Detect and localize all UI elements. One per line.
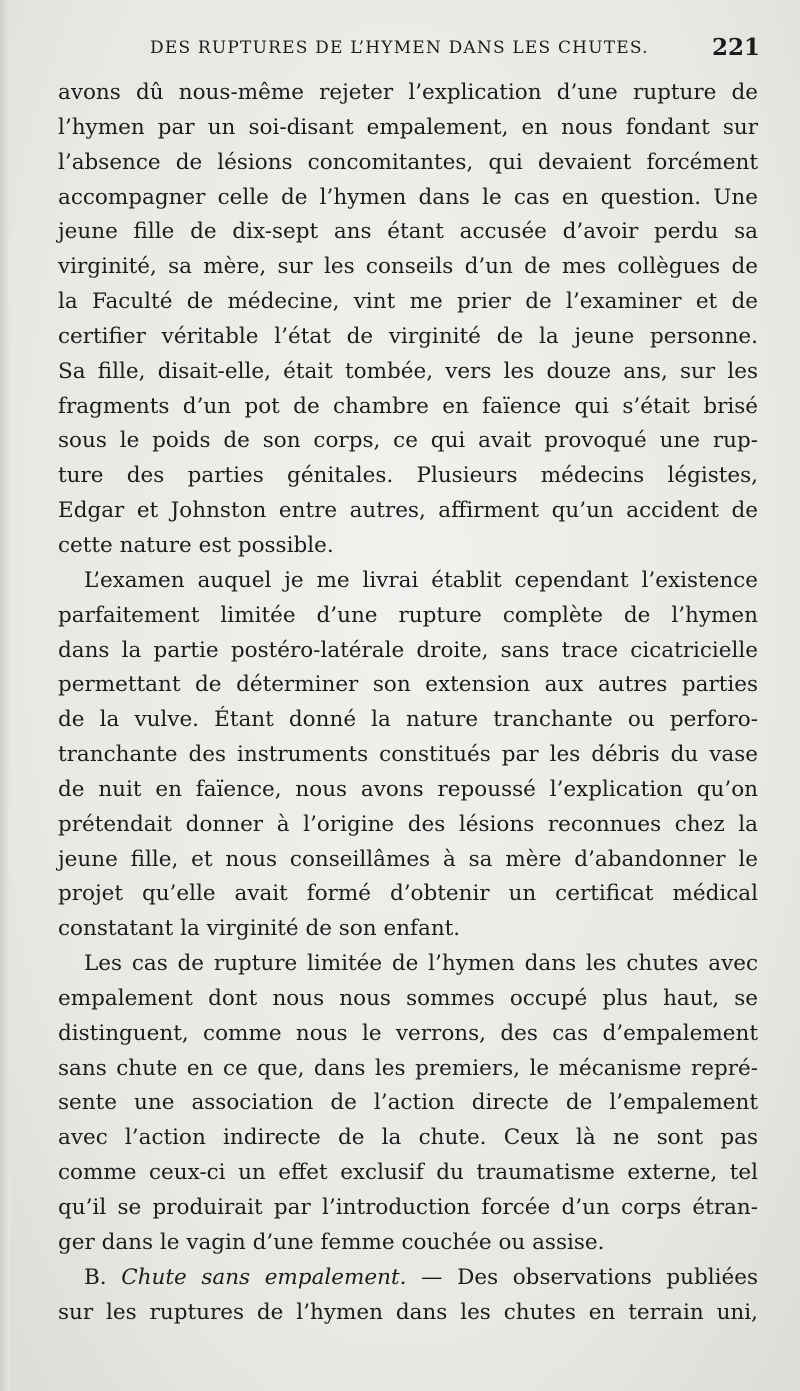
body-text xyxy=(58,76,758,1330)
text-line: avec l’action indirecte de la chute. Ceux là ne sont pas xyxy=(58,1125,758,1151)
section-b-title: Chute sans empalement. — xyxy=(121,1264,443,1290)
text-line: Edgar et Johnston entre autres, affirment qu’un accident de xyxy=(58,498,758,524)
text-line: sente une association de l’action directe de l’empalement xyxy=(58,1090,758,1116)
text-line: prétendait donner à l’origine des lésions reconnues chez la xyxy=(58,811,758,837)
text-line: projet qu’elle avait formé d’obtenir un certificat médical xyxy=(58,881,758,907)
text-line: fragments d’un pot de chambre en faïence qui s’était brisé xyxy=(58,393,758,419)
section-b-label: B. xyxy=(84,1264,107,1290)
page-spine-shadow xyxy=(0,0,10,1391)
text-line: la Faculté de médecine, vint me prier de l’examiner et de xyxy=(58,289,758,315)
text-line: parfaitement limitée d’une rupture complète de l’hymen xyxy=(58,602,758,628)
text-line: jeune fille, et nous conseillâmes à sa mère d’abandonner le xyxy=(58,846,758,872)
text-line: certifier véritable l’état de virginité de la jeune personne. xyxy=(58,323,758,349)
text-line: sur les ruptures de l’hymen dans les chutes en terrain uni, xyxy=(58,1299,758,1325)
text-line: virginité, sa mère, sur les conseils d’un de mes collègues de xyxy=(58,254,758,280)
text-line: tranchante des instruments constitués par les débris du vase xyxy=(58,742,758,768)
text-line: sous le poids de son corps, ce qui avait provoqué une rup- xyxy=(58,428,758,454)
running-head-title: DES RUPTURES DE L’HYMEN DANS LES CHUTES. xyxy=(150,38,649,58)
text-line: l’absence de lésions concomitantes, qui devaient forcément xyxy=(58,149,758,175)
text-line: de nuit en faïence, nous avons repoussé l’explication qu’on xyxy=(58,776,758,802)
text-line-tail: Des observations publiées xyxy=(457,1264,758,1290)
text-line: dans la partie postéro-latérale droite, sans trace cicatricielle xyxy=(58,637,758,663)
text-line: de la vulve. Étant donné la nature tranchante ou perforo- xyxy=(58,707,758,733)
text-line: L’examen auquel je me livrai établit cependant l’existence xyxy=(84,567,758,593)
page-number: 221 xyxy=(711,34,760,61)
text-line: distinguent, comme nous le verrons, des cas d’empalement xyxy=(58,1020,758,1046)
section-b-heading-line xyxy=(58,1261,758,1296)
text-line: sans chute en ce que, dans les premiers, le mécanisme repré- xyxy=(58,1055,758,1081)
text-line: ger dans le vagin d’une femme couchée ou assise. xyxy=(58,1229,605,1255)
text-line: avons dû nous-même rejeter l’explication d’une rupture de xyxy=(58,80,758,105)
text-line: qu’il se produirait par l’introduction forcée d’un corps étran- xyxy=(58,1195,758,1220)
text-line: cette nature est possible. xyxy=(58,532,334,558)
text-line: Sa fille, disait-elle, était tombée, vers les douze ans, sur les xyxy=(58,358,758,384)
text-line: constatant la virginité de son enfant. xyxy=(58,916,461,942)
running-head xyxy=(58,34,760,68)
text-line: Les cas de rupture limitée de l’hymen dans les chutes avec xyxy=(84,951,758,977)
text-line: permettant de déterminer son extension aux autres parties xyxy=(58,672,758,698)
text-line: empalement dont nous nous sommes occupé plus haut, se xyxy=(58,985,758,1011)
text-line: accompagner celle de l’hymen dans le cas en question. Une xyxy=(58,184,758,210)
text-line: l’hymen par un soi-disant empalement, en nous fondant sur xyxy=(58,114,758,140)
text-line: jeune fille de dix-sept ans étant accusée d’avoir perdu sa xyxy=(58,219,758,245)
text-line: comme ceux-ci un effet exclusif du traumatisme externe, tel xyxy=(58,1160,758,1186)
text-line: ture des parties génitales. Plusieurs médecins légistes, xyxy=(58,463,758,489)
